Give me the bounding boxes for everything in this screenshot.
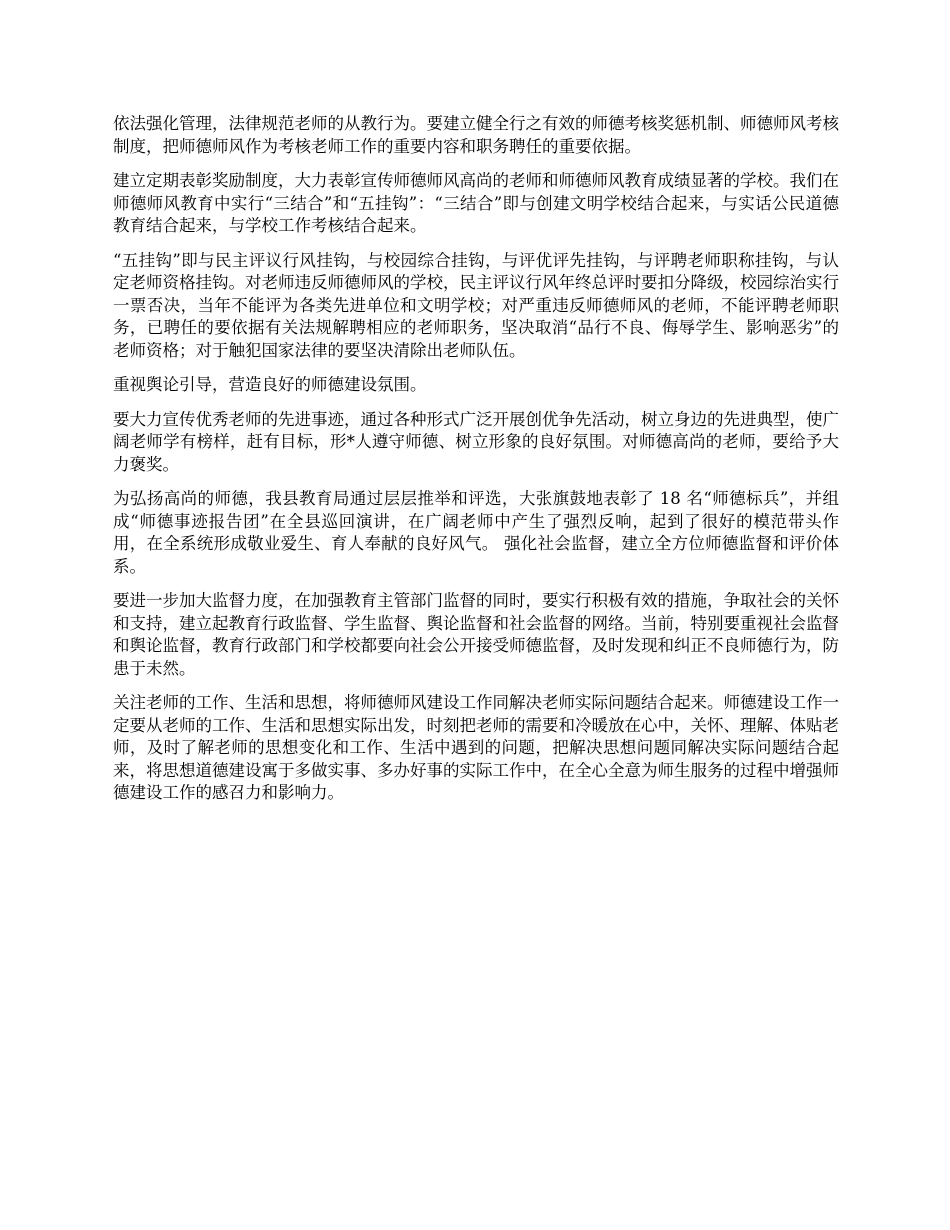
paragraph: 为弘扬高尚的师德，我县教育局通过层层推举和评选，大张旗鼓地表彰了 18 名“师德标兵”，并组成“师德事迹报告团”在全县巡回演讲，在广阔老师中产生了强烈反响，起到了很好的模范带头作用，在全系统形成敬业爱生、育人奉献的良好风气。 强化社会监督，建立全方位师德监督和评价体系。 — [113, 489, 839, 576]
paragraph: 依法强化管理，法律规范老师的从教行为。要建立健全行之有效的师德考核奖惩机制、师德师风考核制度，把师德师风作为考核老师工作的重要内容和职务聘任的重要依据。 — [113, 114, 839, 156]
paragraph: 要大力宣传优秀老师的先进事迹，通过各种形式广泛开展创优争先活动，树立身边的先进典型，使广阔老师学有榜样，赶有目标，形*人遵守师德、树立形象的良好氛围。对师德高尚的老师，要给予大力褒奖。 — [113, 409, 839, 474]
paragraph: 关注老师的工作、生活和思想，将师德师风建设工作同解决老师实际问题结合起来。师德建设工作一定要从老师的工作、生活和思想实际出发，时刻把老师的需要和冷暖放在心中，关怀、理解、体贴老师，及时了解老师的思想变化和工作、生活中遇到的问题，把解决思想问题同解决实际问题结合起来，将思想道德建设寓于多做实事、多办好事的实际工作中，在全心全意为师生服务的过程中增强师德建设工作的感召力和影响力。 — [113, 693, 839, 802]
paragraph: 重视舆论引导，营造良好的师德建设氛围。 — [113, 375, 427, 394]
paragraph: 要进一步加大监督力度，在加强教育主管部门监督的同时，要实行积极有效的措施，争取社会的关怀和支持，建立起教育行政监督、学生监督、舆论监督和社会监督的网络。当前，特别要重视社会监督和舆论监督，教育行政部门和学校都要向社会公开接受师德监督，及时发现和纠正不良师德行为，防患于未然。 — [113, 591, 839, 678]
paragraph: 建立定期表彰奖励制度，大力表彰宣传师德师风高尚的老师和师德师风教育成绩显著的学校。我们在师德师风教育中实行“三结合”和“五挂钩”：“三结合”即与创建文明学校结合起来，与实话公民道德教育结合起来，与学校工作考核结合起来。 — [113, 171, 839, 235]
document-body — [113, 113, 839, 817]
paragraph: “五挂钩”即与民主评议行风挂钩，与校园综合挂钩，与评优评先挂钩，与评聘老师职称挂钩，与认定老师资格挂钩。对老师违反师德师风的学校，民主评议行风年终总评时要扣分降级，校园综治实行一票否决，当年不能评为各类先进单位和文明学校；对严重违反师德师风的老师，不能评聘老师职务，已聘任的要依据有关法规解聘相应的老师职务，坚决取消“品行不良、侮辱学生、影响恶劣”的老师资格；对于触犯国家法律的要坚决清除出老师队伍。 — [113, 250, 839, 360]
